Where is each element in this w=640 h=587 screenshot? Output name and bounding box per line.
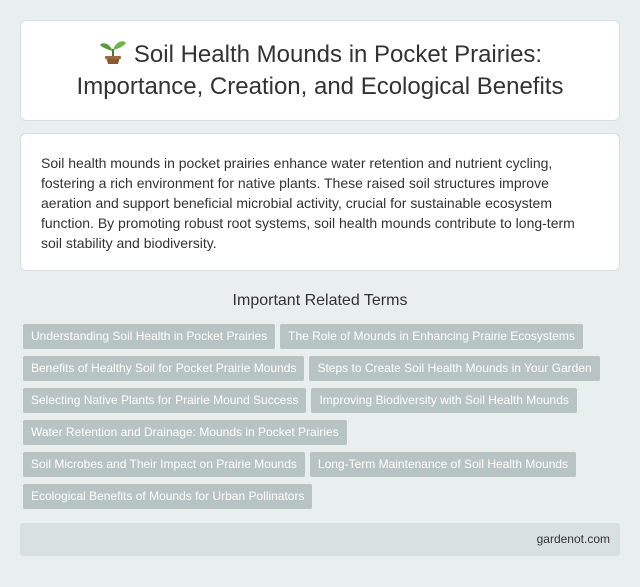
tag-row: [23, 484, 623, 516]
tag-row: [23, 324, 623, 356]
related-term-tag[interactable]: The Role of Mounds in Enhancing Prairie Ecosystems: [280, 324, 583, 349]
related-terms-list: [23, 324, 623, 516]
related-term-tag[interactable]: Soil Microbes and Their Impact on Prairie Mounds: [23, 452, 305, 477]
related-term-tag[interactable]: Ecological Benefits of Mounds for Urban Pollinators: [23, 484, 312, 509]
footer: [20, 523, 620, 556]
related-terms-heading: Important Related Terms: [232, 292, 408, 309]
tag-row: [23, 356, 623, 388]
sprout-icon: [98, 39, 128, 65]
related-term-tag[interactable]: Selecting Native Plants for Prairie Mound Success: [23, 388, 306, 413]
tag-row: [23, 388, 623, 420]
tag-row: [23, 452, 623, 484]
related-term-tag[interactable]: Long-Term Maintenance of Soil Health Mounds: [310, 452, 576, 477]
tag-row: [23, 420, 623, 452]
page-title-text: Soil Health Mounds in Pocket Prairies: Importance, Creation, and Ecological Benefits: [76, 40, 564, 100]
summary-card: [20, 133, 620, 271]
summary-text: Soil health mounds in pocket prairies enhance water retention and nutrient cycling, fostering a rich environment for native plants. These raised soil structures improve aeration and support beneficial microbial activity, crucial for sustainable ecosystem function. By promoting robust root systems, soil health mounds contribute to long-term soil stability and biodiversity.: [41, 155, 575, 251]
related-term-tag[interactable]: Benefits of Healthy Soil for Pocket Prairie Mounds: [23, 356, 304, 381]
title-card: [20, 20, 620, 121]
related-term-tag[interactable]: Steps to Create Soil Health Mounds in Your Garden: [309, 356, 599, 381]
related-term-tag[interactable]: Water Retention and Drainage: Mounds in Pocket Prairies: [23, 420, 347, 445]
footer-site-link[interactable]: gardenot.com: [536, 532, 610, 546]
page-title: [40, 39, 600, 103]
related-term-tag[interactable]: Understanding Soil Health in Pocket Prairies: [23, 324, 275, 349]
related-term-tag[interactable]: Improving Biodiversity with Soil Health Mounds: [311, 388, 576, 413]
